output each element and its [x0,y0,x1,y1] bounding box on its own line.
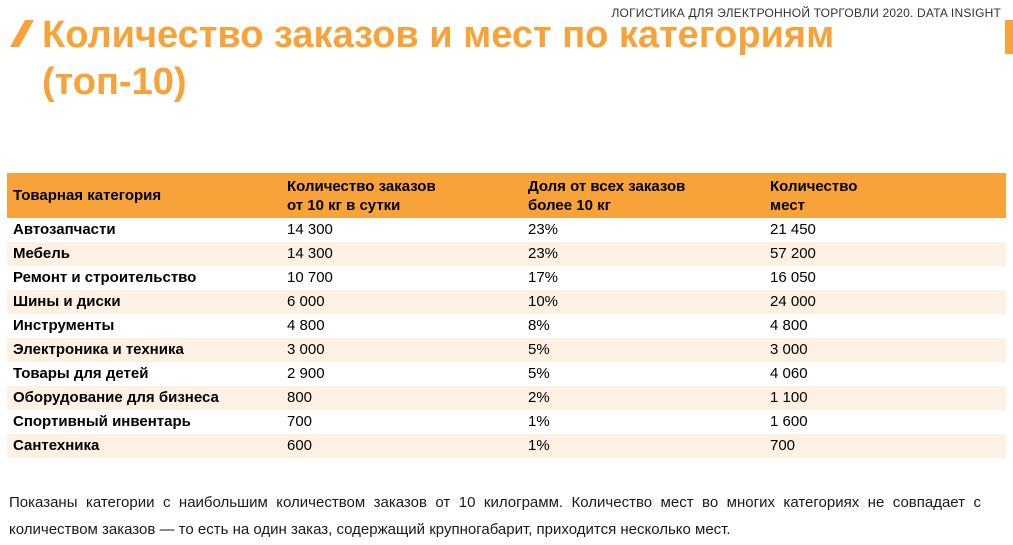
cell-orders: 2 900 [287,365,325,382]
slash-accent-icon [9,18,39,48]
cell-places: 1 600 [770,413,808,430]
cell-share: 1% [528,413,550,430]
cell-category: Мебель [7,242,281,266]
cell-share: 17% [528,269,559,286]
cell-orders: 14 300 [287,221,333,238]
header-places-line-1: Количество [770,177,858,195]
cell-share: 8% [528,317,550,334]
table-row [7,434,1006,458]
cell-places: 1 100 [764,386,1006,410]
cell-share: 23% [528,221,559,238]
cell-orders: 600 [281,434,522,458]
cell-orders: 800 [281,386,522,410]
cell-category: Оборудование для бизнеса [7,386,281,410]
cell-share: 10% [522,290,764,314]
footnote-text: Показаны категории с наибольшим количеством заказов от 10 килограмм. Количество мест во многих категориях не совпадает с количеством заказов — то есть на один заказ, содержащий крупногабарит, приходится несколько мест. [9,494,981,538]
cell-orders: 14 300 [281,242,522,266]
header-orders-line-2: от 10 кг в сутки [287,196,401,214]
cell-places: 16 050 [770,269,816,286]
cell-places: 4 060 [770,365,808,382]
header-places-line-2: мест [770,196,805,214]
cell-share: 1% [522,434,764,458]
cell-share: 2% [522,386,764,410]
table-row [7,218,1006,242]
cell-share: 23% [522,242,764,266]
header-places [764,173,1006,218]
cell-places: 24 000 [764,290,1006,314]
cell-category: Товары для детей [13,365,149,382]
report-header-label: ЛОГИСТИКА ДЛЯ ЭЛЕКТРОННОЙ ТОРГОВЛИ 2020. DATA INSIGHT [611,6,1001,20]
cell-orders: 6 000 [281,290,522,314]
table-row [7,242,1006,266]
header-share-line-1: Доля от всех заказов [528,177,686,195]
header-share [522,173,764,218]
table-row [7,266,1006,290]
cell-places: 700 [764,434,1006,458]
cell-orders: 4 800 [287,317,325,334]
cell-places: 21 450 [770,221,816,238]
cell-category: Инструменты [13,317,115,334]
cell-places: 57 200 [764,242,1006,266]
header-orders-line-1: Количество заказов [287,177,436,195]
header-category-line: Товарная категория [13,187,162,204]
cell-share: 5% [522,338,764,362]
page-edge-accent [1005,20,1013,54]
cell-orders: 10 700 [287,269,333,286]
header-share-line-2: более 10 кг [528,196,611,214]
header-orders [281,173,522,218]
cell-category: Автозапчасти [13,221,116,238]
categories-table [7,173,1006,458]
cell-category: Электроника и техника [7,338,281,362]
table-header-row [7,173,1006,218]
page-title: Количество заказов и мест по категориям (топ-10) [42,14,835,103]
cell-category: Спортивный инвентарь [13,413,191,430]
cell-places: 4 800 [770,317,808,334]
table-row [7,410,1006,434]
cell-orders: 700 [287,413,313,430]
table-row [7,290,1006,314]
table-row [7,314,1006,338]
cell-category: Шины и диски [7,290,281,314]
cell-places: 3 000 [764,338,1006,362]
cell-category: Ремонт и строительство [13,269,197,286]
table-row [7,338,1006,362]
table-row [7,386,1006,410]
table-row [7,362,1006,386]
header-category [7,173,281,218]
cell-category: Сантехника [7,434,281,458]
cell-orders: 3 000 [281,338,522,362]
cell-share: 5% [528,365,550,382]
